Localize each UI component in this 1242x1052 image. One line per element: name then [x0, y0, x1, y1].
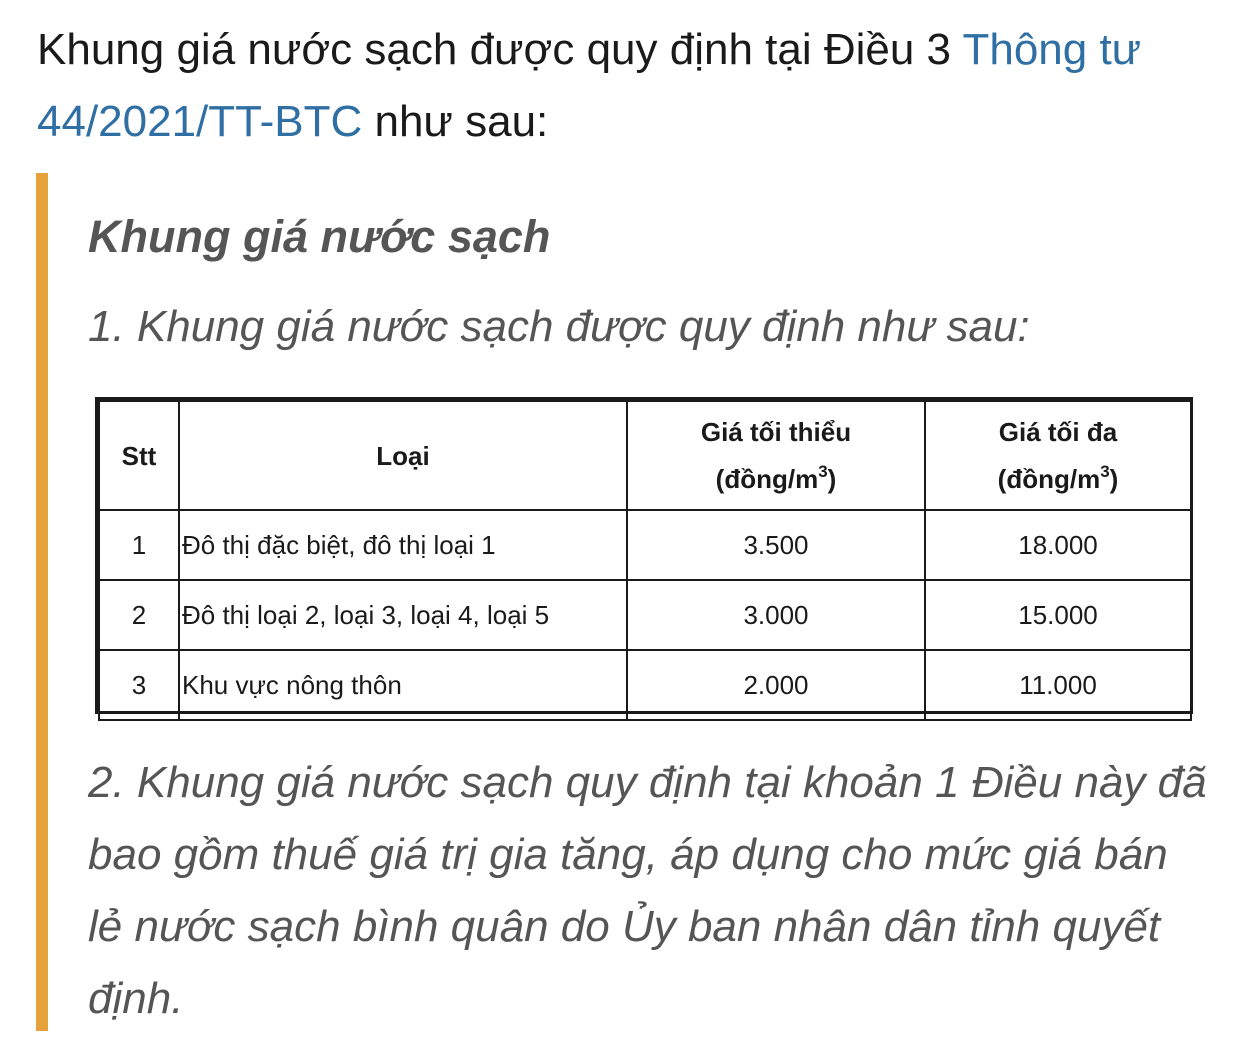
- header-max-unit: [998, 464, 1119, 494]
- table-header-row: [99, 401, 1191, 510]
- intro-text-before: Khung giá nước sạch được quy định tại Điều 3: [37, 25, 963, 74]
- cell-max-price: 11.000: [925, 650, 1191, 720]
- header-min-unit-suffix: ): [827, 464, 837, 494]
- header-min-line1: Giá tối thiểu: [700, 417, 852, 447]
- quote-paragraph-1: 1. Khung giá nước sạch được quy định như sau:: [88, 302, 1030, 351]
- intro-paragraph: [37, 14, 1217, 158]
- table-row: [99, 580, 1191, 650]
- header-max-unit-prefix: (đồng/m: [997, 464, 1101, 494]
- header-type: Loại: [179, 401, 627, 510]
- intro-text-after: như sau:: [362, 97, 549, 146]
- cell-max-price: 15.000: [925, 580, 1191, 650]
- header-min-unit-prefix: (đồng/m: [715, 464, 819, 494]
- cell-type: Đô thị đặc biệt, đô thị loại 1: [179, 510, 627, 580]
- cell-type: Khu vực nông thôn: [179, 650, 627, 720]
- cell-stt: 1: [99, 510, 179, 580]
- header-max-line1: Giá tối đa: [998, 417, 1118, 447]
- header-max-price: [925, 401, 1191, 510]
- quote-title: Khung giá nước sạch: [88, 211, 551, 262]
- cell-max-price: 18.000: [925, 510, 1191, 580]
- price-table-image: [95, 397, 1193, 714]
- circular-link[interactable]: Thông tư 44/2021/TT-BTC: [37, 25, 1142, 146]
- price-table: [98, 400, 1192, 721]
- header-max-unit-sup: 3: [1100, 462, 1110, 481]
- cell-stt: 2: [99, 580, 179, 650]
- cell-min-price: 3.500: [627, 510, 925, 580]
- cell-min-price: 3.000: [627, 580, 925, 650]
- header-min-unit-sup: 3: [818, 462, 828, 481]
- table-row: [99, 510, 1191, 580]
- header-min-price: [627, 401, 925, 510]
- cell-min-price: 2.000: [627, 650, 925, 720]
- header-min-unit: [716, 464, 837, 494]
- table-row: [99, 650, 1191, 720]
- cell-type: Đô thị loại 2, loại 3, loại 4, loại 5: [179, 580, 627, 650]
- header-stt: Stt: [99, 401, 179, 510]
- quote-paragraph-2: 2. Khung giá nước sạch quy định tại khoản 1 Điều này đã bao gồm thuế giá trị gia tăng, áp dụng cho mức giá bán lẻ nước sạch bình quân do Ủy ban nhân dân tỉnh quyết định.: [88, 758, 1207, 1023]
- header-max-unit-suffix: ): [1109, 464, 1119, 494]
- cell-stt: 3: [99, 650, 179, 720]
